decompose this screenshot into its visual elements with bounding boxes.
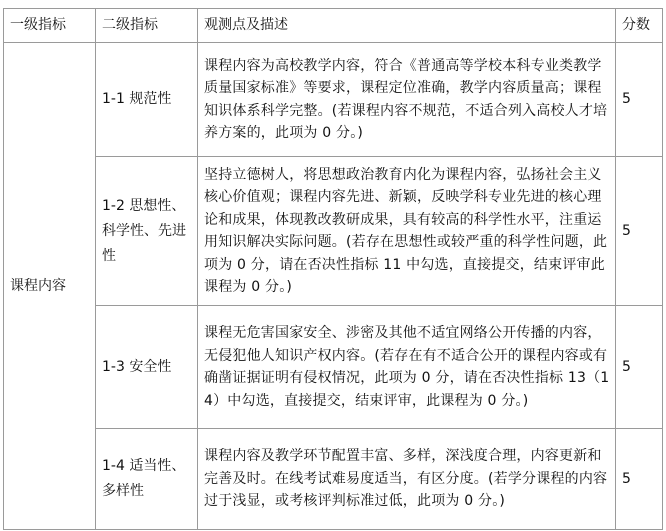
description-cell: 课程内容及教学环节配置丰富、多样，深浅度合理，内容更新和完善及时。在线考试难易度适当，有区分度。(若学分课程的内容过于浅显，或考核评判标准过低，此项为 0 分。) bbox=[198, 429, 616, 530]
table-header-row bbox=[4, 9, 663, 43]
criteria-table-wrapper bbox=[3, 8, 663, 530]
description-cell: 课程无危害国家安全、涉密及其他不适宜网络公开传播的内容，无侵犯他人知识产权内容。(若存在有不适合公开的课程内容或有确凿证据证明有侵权情况，此项为 0 分，请在否决性指标 13（14）中勾选，直接提交，结束评审，此课程为 0 分。) bbox=[198, 306, 616, 429]
score-cell: 5 bbox=[616, 429, 663, 530]
secondary-indicator-cell: 1-4 适当性、多样性 bbox=[96, 429, 198, 530]
header-score: 分数 bbox=[616, 9, 663, 43]
secondary-indicator-cell: 1-2 思想性、科学性、先进性 bbox=[96, 157, 198, 306]
secondary-indicator-cell: 1-3 安全性 bbox=[96, 306, 198, 429]
secondary-indicator-cell: 1-1 规范性 bbox=[96, 43, 198, 157]
header-observation-description: 观测点及描述 bbox=[198, 9, 616, 43]
table-row bbox=[4, 306, 663, 429]
description-cell: 课程内容为高校教学内容，符合《普通高等学校本科专业类教学质量国家标准》等要求，课程定位准确，教学内容质量高；课程知识体系科学完整。(若课程内容不规范，不适合列入高校人才培养方案的，此项为 0 分。) bbox=[198, 43, 616, 157]
primary-indicator-cell: 课程内容 bbox=[4, 43, 96, 530]
table-row bbox=[4, 43, 663, 157]
table-row bbox=[4, 429, 663, 530]
score-cell: 5 bbox=[616, 43, 663, 157]
score-cell: 5 bbox=[616, 157, 663, 306]
score-cell: 5 bbox=[616, 306, 663, 429]
header-primary-indicator: 一级指标 bbox=[4, 9, 96, 43]
table-row bbox=[4, 157, 663, 306]
evaluation-criteria-table bbox=[3, 8, 663, 530]
header-secondary-indicator: 二级指标 bbox=[96, 9, 198, 43]
description-cell: 坚持立德树人，将思想政治教育内化为课程内容，弘扬社会主义核心价值观；课程内容先进、新颖，反映学科专业先进的核心理论和成果，体现教改教研成果，具有较高的科学性水平，注重运用知识解决实际问题。(若存在思想性或较严重的科学性问题，此项为 0 分，请在否决性指标 11 中勾选，直接提交，结束评审此课程为 0 分。) bbox=[198, 157, 616, 306]
